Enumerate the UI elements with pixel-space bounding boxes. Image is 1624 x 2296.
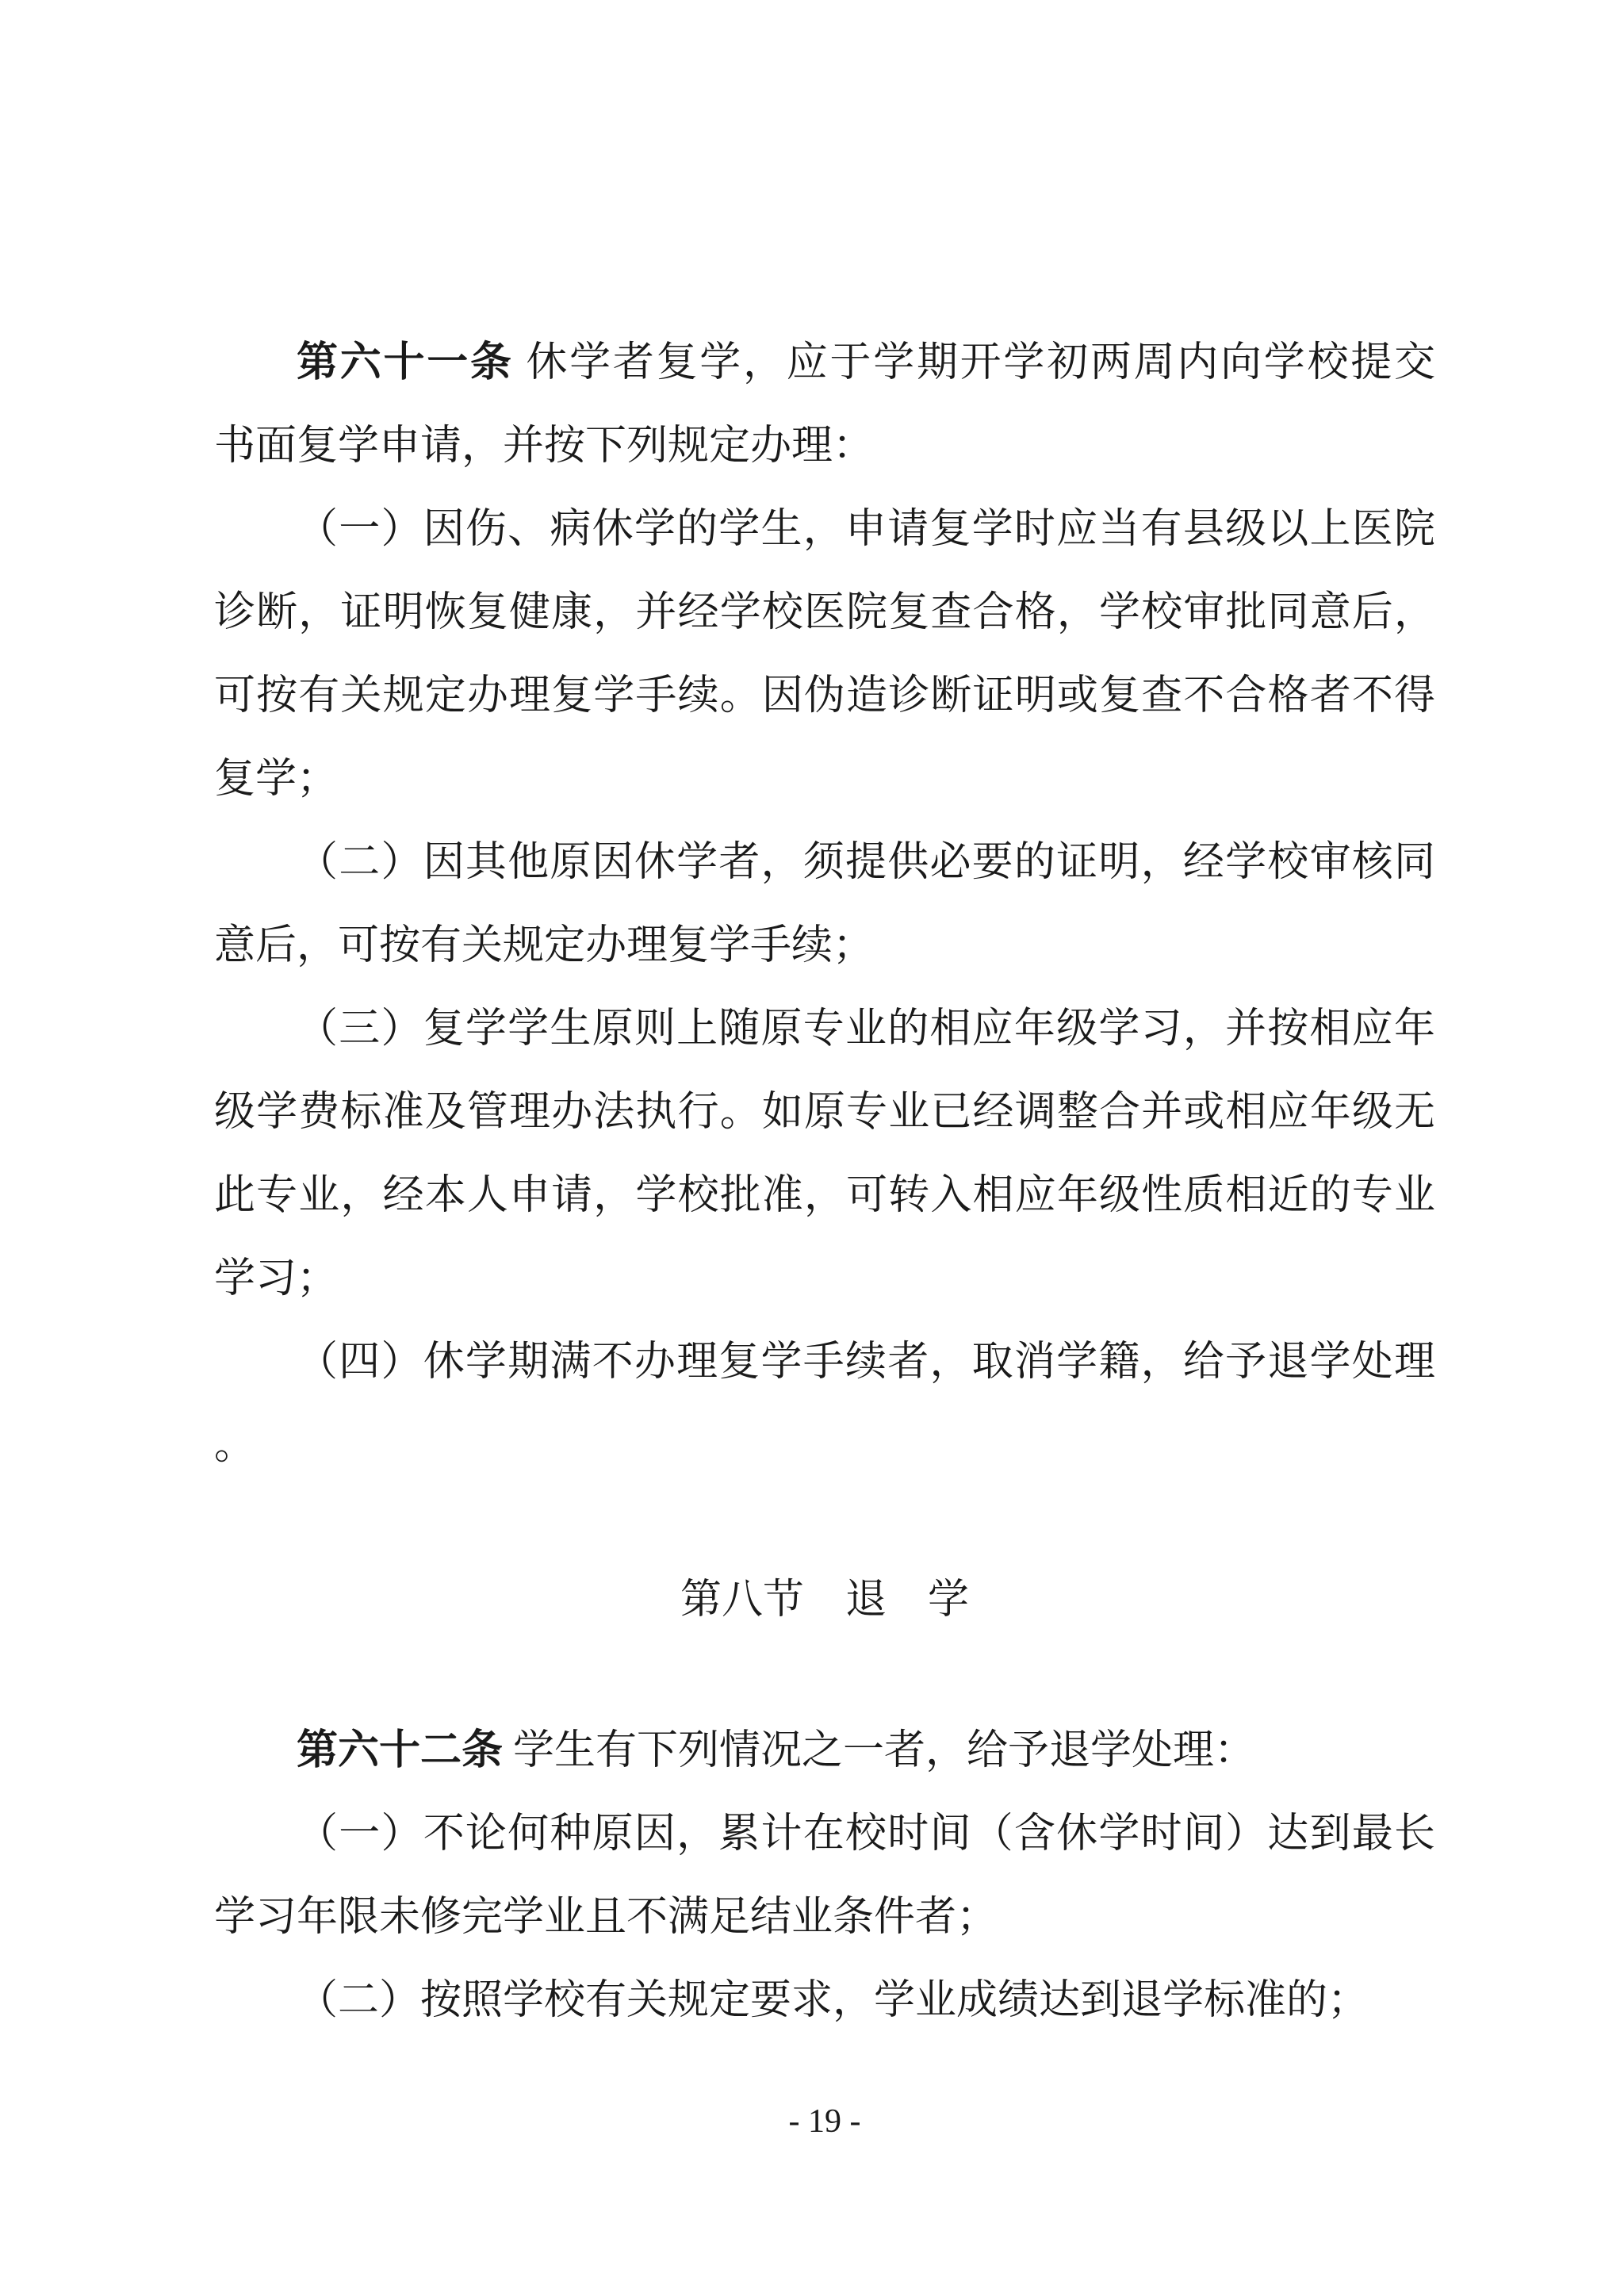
line-text: 意后，可按有关规定办理复学手续； [214,923,875,968]
line-text: （二）按照学校有关规定要求，学业成绩达到退学标准的； [297,1978,1369,2023]
line-text: 诊断，证明恢复健康，并经学校医院复查合格，学校审批同意后， [214,590,1435,635]
line-text: 书面复学申请，并按下列规定办理： [214,424,875,469]
document-line [214,987,1435,1071]
line-text: （四）休学期满不办理复学手续者，取消学籍，给予退学处理 [297,1340,1435,1385]
page-footer [214,2098,1435,2145]
line-text: 级学费标准及管理办法执行。如原专业已经调整合并或相应年级无 [214,1090,1435,1135]
document-line [214,1876,1435,1959]
line-text: 可按有关规定办理复学手续。因伪造诊断证明或复查不合格者不得 [214,673,1435,719]
line-text: 复学； [214,757,339,802]
document-line [214,904,1435,987]
line-text: （一）不论何种原因，累计在校时间（含休学时间）达到最长 [297,1811,1435,1857]
document-line [214,1709,1435,1792]
line-text: 休学者复学，应于学期开学初两周内向学校提交 [513,340,1435,385]
document-line [214,821,1435,904]
line-text: （一）因伤、病休学的学生，申请复学时应当有县级以上医院 [297,507,1435,552]
line-text: （三）复学学生原则上随原专业的相应年级学习，并按相应年 [297,1006,1435,1052]
document-line [214,654,1435,738]
document-line [214,1071,1435,1154]
line-text: 。 [214,1423,256,1468]
line-text: 学生有下列情况之一者，给予退学处理： [503,1728,1256,1773]
line-text: 学习； [214,1256,339,1301]
document-line [214,1959,1435,2042]
article-number: 第六十二条 [297,1728,504,1773]
document-line [214,1320,1435,1404]
document-line [214,1237,1435,1320]
section-heading [214,1558,1435,1642]
page-number: - 19 - [788,2103,861,2140]
document-line [214,738,1435,821]
article-number: 第六十一条 [297,340,514,385]
section-heading-text: 第八节 退 学 [680,1577,969,1623]
document-line [214,488,1435,571]
document-line [214,404,1435,488]
document-line [214,1792,1435,1876]
document-line [214,321,1435,404]
document-line [214,571,1435,654]
line-text: 学习年限未修完学业且不满足结业条件者； [214,1895,998,1940]
document-line [214,1154,1435,1237]
document-line [214,1404,1435,1487]
line-text: （二）因其他原因休学者，须提供必要的证明，经学校审核同 [297,840,1435,885]
line-text: 此专业，经本人申请，学校批准，可转入相应年级性质相近的专业 [214,1173,1435,1218]
